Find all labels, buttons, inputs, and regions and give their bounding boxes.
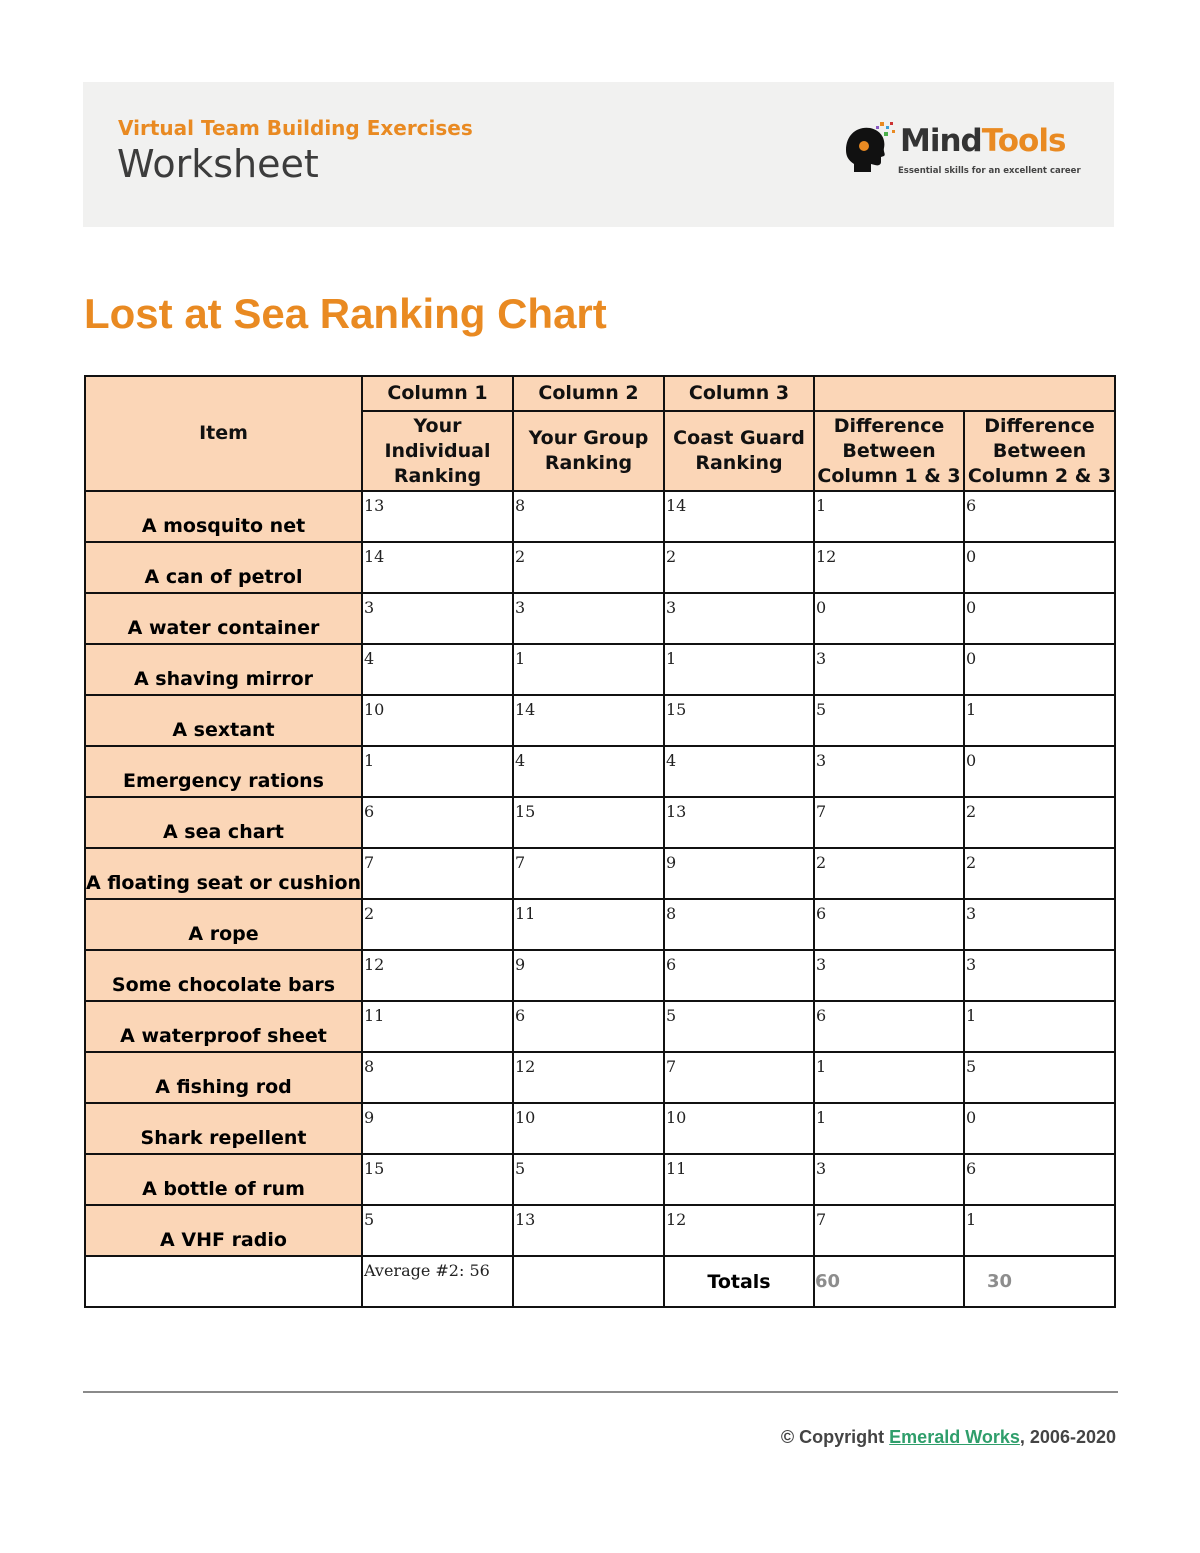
- diff13-cell[interactable]: 7: [814, 1205, 964, 1256]
- diff23-cell[interactable]: 2: [964, 797, 1115, 848]
- table-row: [85, 1001, 1115, 1052]
- table-row: [85, 1103, 1115, 1154]
- diff23-cell[interactable]: 5: [964, 1052, 1115, 1103]
- item-name: A mosquito net: [85, 491, 362, 542]
- item-name: A sextant: [85, 695, 362, 746]
- individual-ranking-cell[interactable]: 13: [362, 491, 513, 542]
- footer-divider: [83, 1391, 1118, 1393]
- coast-guard-ranking-cell[interactable]: 8: [664, 899, 814, 950]
- page-title: Lost at Sea Ranking Chart: [84, 290, 607, 337]
- group-ranking-cell[interactable]: 1: [513, 644, 664, 695]
- diff13-cell[interactable]: 7: [814, 797, 964, 848]
- diff13-cell[interactable]: 12: [814, 542, 964, 593]
- item-name: A water container: [85, 593, 362, 644]
- column1-label: Column 1: [362, 376, 513, 411]
- diff13-cell[interactable]: 3: [814, 644, 964, 695]
- logo-tools: Tools: [981, 123, 1066, 159]
- individual-ranking-cell[interactable]: 2: [362, 899, 513, 950]
- totals-empty-cell[interactable]: [513, 1256, 664, 1307]
- individual-ranking-cell[interactable]: 11: [362, 1001, 513, 1052]
- item-name: A can of petrol: [85, 542, 362, 593]
- table-row: [85, 644, 1115, 695]
- individual-ranking-cell[interactable]: 12: [362, 950, 513, 1001]
- table-row: [85, 593, 1115, 644]
- copyright-suffix: , 2006-2020: [1019, 1427, 1116, 1447]
- individual-ranking-cell[interactable]: 3: [362, 593, 513, 644]
- coast-guard-ranking-cell[interactable]: 6: [664, 950, 814, 1001]
- diff23-cell[interactable]: 0: [964, 644, 1115, 695]
- table-row: [85, 746, 1115, 797]
- coast-guard-ranking-cell[interactable]: 2: [664, 542, 814, 593]
- coast-guard-ranking-cell[interactable]: 9: [664, 848, 814, 899]
- item-name: A sea chart: [85, 797, 362, 848]
- group-ranking-cell[interactable]: 7: [513, 848, 664, 899]
- item-name: Some chocolate bars: [85, 950, 362, 1001]
- diff23-cell[interactable]: 1: [964, 695, 1115, 746]
- diff13-cell[interactable]: 1: [814, 491, 964, 542]
- total-diff13[interactable]: 60: [814, 1256, 964, 1307]
- footer-copyright: [781, 1427, 1116, 1448]
- item-name: A waterproof sheet: [85, 1001, 362, 1052]
- individual-ranking-cell[interactable]: 14: [362, 542, 513, 593]
- item-name: A floating seat or cushion: [85, 848, 362, 899]
- mindtools-logo: [840, 120, 1081, 180]
- group-ranking-cell[interactable]: 14: [513, 695, 664, 746]
- item-name: Emergency rations: [85, 746, 362, 797]
- group-ranking-cell[interactable]: 8: [513, 491, 664, 542]
- coast-guard-ranking-cell[interactable]: 11: [664, 1154, 814, 1205]
- diff13-cell[interactable]: 0: [814, 593, 964, 644]
- item-name: A fishing rod: [85, 1052, 362, 1103]
- head-icon: [840, 120, 898, 178]
- diff23-cell[interactable]: 0: [964, 746, 1115, 797]
- individual-ranking-cell[interactable]: 15: [362, 1154, 513, 1205]
- header-banner: [83, 82, 1114, 227]
- coast-guard-ranking-cell[interactable]: 14: [664, 491, 814, 542]
- table-row: [85, 491, 1115, 542]
- diff13-cell[interactable]: 6: [814, 899, 964, 950]
- item-name: A VHF radio: [85, 1205, 362, 1256]
- diff13-cell[interactable]: 3: [814, 1154, 964, 1205]
- item-name: Shark repellent: [85, 1103, 362, 1154]
- diff13-cell[interactable]: 1: [814, 1052, 964, 1103]
- individual-ranking-cell[interactable]: 6: [362, 797, 513, 848]
- table-row: [85, 797, 1115, 848]
- coast-guard-ranking-cell[interactable]: 10: [664, 1103, 814, 1154]
- group-ranking-cell[interactable]: 12: [513, 1052, 664, 1103]
- diff23-header: Difference Between Column 2 & 3: [964, 411, 1115, 491]
- individual-ranking-cell[interactable]: 5: [362, 1205, 513, 1256]
- coast-guard-ranking-cell[interactable]: 4: [664, 746, 814, 797]
- table-row: [85, 542, 1115, 593]
- coast-guard-ranking-cell[interactable]: 5: [664, 1001, 814, 1052]
- table-row: [85, 1052, 1115, 1103]
- group-ranking-cell[interactable]: 13: [513, 1205, 664, 1256]
- ranking-rows: [85, 491, 1115, 1256]
- table-row: [85, 950, 1115, 1001]
- header-title: Worksheet: [117, 142, 319, 186]
- col2-header: Your Group Ranking: [513, 411, 664, 491]
- logo-tagline: Essential skills for an excellent career: [898, 166, 1081, 176]
- individual-ranking-cell[interactable]: 8: [362, 1052, 513, 1103]
- group-ranking-cell[interactable]: 10: [513, 1103, 664, 1154]
- group-ranking-cell[interactable]: 4: [513, 746, 664, 797]
- individual-ranking-cell[interactable]: 4: [362, 644, 513, 695]
- individual-ranking-cell[interactable]: 9: [362, 1103, 513, 1154]
- group-ranking-cell[interactable]: 11: [513, 899, 664, 950]
- col1-header: Your Individual Ranking: [362, 411, 513, 491]
- individual-ranking-cell[interactable]: 1: [362, 746, 513, 797]
- diff23-cell[interactable]: 3: [964, 899, 1115, 950]
- diff23-cell[interactable]: 0: [964, 542, 1115, 593]
- table-row: [85, 695, 1115, 746]
- diff13-cell[interactable]: 6: [814, 1001, 964, 1052]
- emerald-works-link[interactable]: Emerald Works: [889, 1427, 1020, 1447]
- coast-guard-ranking-cell[interactable]: 12: [664, 1205, 814, 1256]
- logo-mind: Mind: [900, 123, 982, 159]
- average-note-cell[interactable]: Average #2: 56: [362, 1256, 513, 1307]
- group-ranking-cell[interactable]: 3: [513, 593, 664, 644]
- item-name: A shaving mirror: [85, 644, 362, 695]
- diff13-cell[interactable]: 1: [814, 1103, 964, 1154]
- table-row: [85, 899, 1115, 950]
- diff23-cell[interactable]: 3: [964, 950, 1115, 1001]
- group-ranking-cell[interactable]: 5: [513, 1154, 664, 1205]
- coast-guard-ranking-cell[interactable]: 3: [664, 593, 814, 644]
- diff23-cell[interactable]: 1: [964, 1205, 1115, 1256]
- diff13-header: Difference Between Column 1 & 3: [814, 411, 964, 491]
- diff13-cell[interactable]: 2: [814, 848, 964, 899]
- group-ranking-cell[interactable]: 6: [513, 1001, 664, 1052]
- table-row: [85, 1154, 1115, 1205]
- col3-header: Coast Guard Ranking: [664, 411, 814, 491]
- coast-guard-ranking-cell[interactable]: 1: [664, 644, 814, 695]
- diff23-cell[interactable]: 0: [964, 593, 1115, 644]
- column2-label: Column 2: [513, 376, 664, 411]
- diff13-cell[interactable]: 3: [814, 950, 964, 1001]
- table-row: [85, 848, 1115, 899]
- diff23-cell[interactable]: 1: [964, 1001, 1115, 1052]
- coast-guard-ranking-cell[interactable]: 15: [664, 695, 814, 746]
- copyright-prefix: © Copyright: [780, 1427, 890, 1447]
- totals-label: Totals: [664, 1256, 814, 1307]
- ranking-table: [84, 375, 1116, 1308]
- diff13-cell[interactable]: 5: [814, 695, 964, 746]
- group-ranking-cell[interactable]: 9: [513, 950, 664, 1001]
- individual-ranking-cell[interactable]: 10: [362, 695, 513, 746]
- diff23-cell[interactable]: 0: [964, 1103, 1115, 1154]
- table-row: [85, 1205, 1115, 1256]
- header-subtitle: Virtual Team Building Exercises: [118, 116, 473, 140]
- group-ranking-cell[interactable]: 15: [513, 797, 664, 848]
- totals-blank-cell: [85, 1256, 362, 1307]
- diff13-cell[interactable]: 3: [814, 746, 964, 797]
- diff23-cell[interactable]: 2: [964, 848, 1115, 899]
- diff23-cell[interactable]: 6: [964, 491, 1115, 542]
- difference-group-header: [814, 376, 1115, 411]
- coast-guard-ranking-cell[interactable]: 13: [664, 797, 814, 848]
- coast-guard-ranking-cell[interactable]: 7: [664, 1052, 814, 1103]
- group-ranking-cell[interactable]: 2: [513, 542, 664, 593]
- column3-label: Column 3: [664, 376, 814, 411]
- item-header: Item: [85, 376, 362, 491]
- logo-wordmark: [900, 123, 1065, 159]
- item-name: A rope: [85, 899, 362, 950]
- total-diff23[interactable]: 30: [964, 1256, 1115, 1307]
- item-name: A bottle of rum: [85, 1154, 362, 1205]
- individual-ranking-cell[interactable]: 7: [362, 848, 513, 899]
- diff23-cell[interactable]: 6: [964, 1154, 1115, 1205]
